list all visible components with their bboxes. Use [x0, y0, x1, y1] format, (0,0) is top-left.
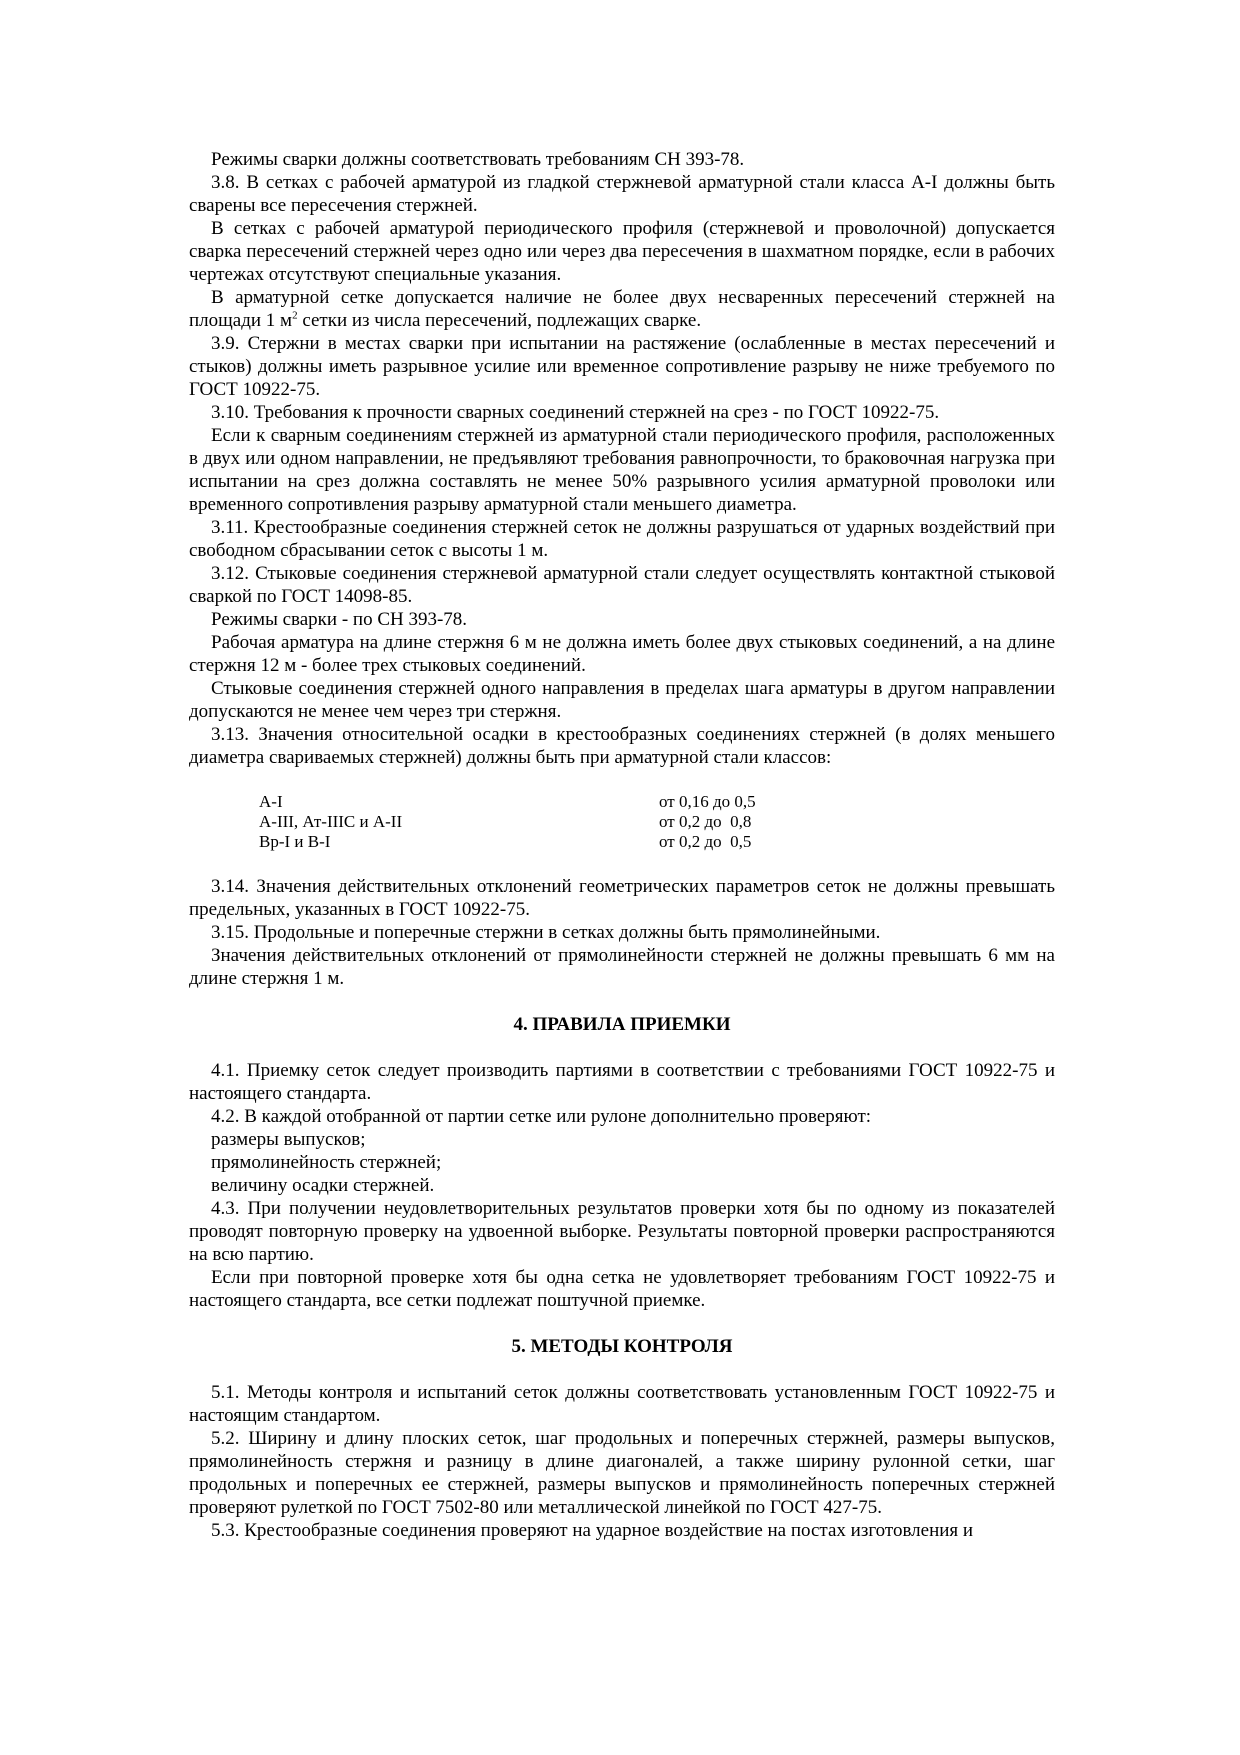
steel-class-cell: А-I: [259, 792, 283, 811]
paragraph-welding-modes-2: Режимы сварки - по СН 393-78.: [211, 609, 468, 630]
section-heading-control-methods: 5. МЕТОДЫ КОНТРОЛЯ: [511, 1336, 733, 1357]
steel-class-cell: А-III, Ат-IIIС и А-II: [259, 812, 403, 831]
paragraph-3-11: 3.11. Крестообразные соединения стержней сеток не должны разрушаться от ударных воздействий при свободном сбрасывании сеток с высоты 1 м.: [189, 517, 1055, 561]
paragraph-4-1: 4.1. Приемку сеток следует производить партиями в соответствии с требованиями ГОСТ 10922-75 и настоящего стандарта.: [189, 1060, 1055, 1104]
ratio-value-cell: от 0,2 до 0,8: [659, 812, 752, 831]
paragraph-unwelded-text-a: В арматурной сетке допускается наличие не более двух несваренных пересечений стержней на площади 1 м: [189, 287, 1055, 331]
paragraph-3-15: 3.15. Продольные и поперечные стержни в сетках должны быть прямолинейными.: [211, 922, 881, 943]
paragraph-4-3: 4.3. При получении неудовлетворительных результатов проверки хотя бы по одному из показателей проводят повторную проверку на удвоенной выборке. Результаты повторной проверки распространяются на всю партию.: [189, 1198, 1055, 1265]
paragraph-3-8: 3.8. В сетках с рабочей арматурой из гладкой стержневой арматурной стали класса А-I должны быть сварены все пересечения стержней.: [189, 172, 1055, 216]
section-heading-acceptance: 4. ПРАВИЛА ПРИЕМКИ: [513, 1014, 731, 1035]
list-item: размеры выпусков;: [211, 1129, 366, 1150]
square-superscript: 2: [292, 309, 298, 322]
list-item: прямолинейность стержней;: [211, 1152, 442, 1173]
spacer: [189, 1358, 1055, 1381]
paragraph-butt-joints-count: Рабочая арматура на длине стержня 6 м не должна иметь более двух стыковых соединений, а на длине стержня 12 м - более трех стыковых соединений.: [189, 632, 1055, 676]
ratio-value-cell: от 0,16 до 0,5: [659, 792, 756, 811]
paragraph-5-3: 5.3. Крестообразные соединения проверяют на ударное воздействие на постах изготовления и: [211, 1520, 974, 1541]
paragraph-unwelded-intersections: [189, 286, 1055, 332]
paragraph-shear-load: Если к сварным соединениям стержней из арматурной стали периодического профиля, расположенных в двух или одном направлении, не предъявляют требования равнопрочности, то браковочная нагрузка при испытании на срез должна составлять не менее 50% разрывного усилия арматурной проволоки или временного сопротивления разрыву арматурной стали меньшего диаметра.: [189, 425, 1055, 515]
spacer: [189, 1312, 1055, 1335]
paragraph-welding-modes: Режимы сварки должны соответствовать требованиям СН 393-78.: [211, 149, 745, 170]
spacer: [189, 852, 1055, 875]
paragraph-unwelded-text-b: сетки из числа пересечений, подлежащих сварке.: [297, 310, 702, 331]
table-row: [259, 792, 756, 812]
paragraph-3-10: 3.10. Требования к прочности сварных соединений стержней на срез - по ГОСТ 10922-75.: [211, 402, 940, 423]
document-page: [189, 148, 1055, 1542]
paragraph-straightness: Значения действительных отклонений от прямолинейности стержней не должны превышать 6 мм на длине стержня 1 м.: [189, 945, 1055, 989]
spacer: [189, 769, 1055, 792]
settlement-ratio-table: [259, 792, 756, 852]
ratio-value-cell: от 0,2 до 0,5: [659, 832, 752, 851]
table-row: [259, 832, 756, 852]
paragraph-3-12: 3.12. Стыковые соединения стержневой арматурной стали следует осуществлять контактной стыковой сваркой по ГОСТ 14098-85.: [189, 563, 1055, 607]
paragraph-periodic-profile: В сетках с рабочей арматурой периодического профиля (стержневой и проволочной) допускается сварка пересечений стержней через одно или через два пересечения в шахматном порядке, если в рабочих чертежах отсутствуют специальные указания.: [189, 218, 1055, 285]
paragraph-3-14: 3.14. Значения действительных отклонений геометрических параметров сеток не должны превышать предельных, указанных в ГОСТ 10922-75.: [189, 876, 1055, 920]
paragraph-3-13: 3.13. Значения относительной осадки в крестообразных соединениях стержней (в долях меньшего диаметра свариваемых стержней) должны быть при арматурной стали классов:: [189, 724, 1055, 768]
spacer: [189, 1036, 1055, 1059]
paragraph-4-2: 4.2. В каждой отобранной от партии сетке или рулоне дополнительно проверяют:: [211, 1106, 872, 1127]
paragraph-5-2: 5.2. Ширину и длину плоских сеток, шаг продольных и поперечных стержней, размеры выпусков, прямолинейность стержня и разницу в длине диагоналей, а также ширину рулонной сетки, шаг продольных и поперечных ее стержней, размеры выпусков и прямолинейность поперечных стержней проверяют рулеткой по ГОСТ 7502-80 или металлической линейкой по ГОСТ 427-75.: [189, 1428, 1055, 1518]
list-item: величину осадки стержней.: [211, 1175, 435, 1196]
paragraph-3-9: 3.9. Стержни в местах сварки при испытании на растяжение (ослабленные в местах пересечений и стыков) должны иметь разрывное усилие или временное сопротивление разрыву не ниже требуемого по ГОСТ 10922-75.: [189, 333, 1055, 400]
paragraph-5-1: 5.1. Методы контроля и испытаний сеток должны соответствовать установленным ГОСТ 10922-75 и настоящим стандартом.: [189, 1382, 1055, 1426]
spacer: [189, 990, 1055, 1013]
steel-class-cell: Вр-I и В-I: [259, 832, 331, 851]
table-row: [259, 812, 756, 832]
paragraph-repeat-check: Если при повторной проверке хотя бы одна сетка не удовлетворяет требованиям ГОСТ 10922-75 и настоящего стандарта, все сетки подлежат поштучной приемке.: [189, 1267, 1055, 1311]
paragraph-butt-joints-spacing: Стыковые соединения стержней одного направления в пределах шага арматуры в другом направлении допускаются не менее чем через три стержня.: [189, 678, 1055, 722]
